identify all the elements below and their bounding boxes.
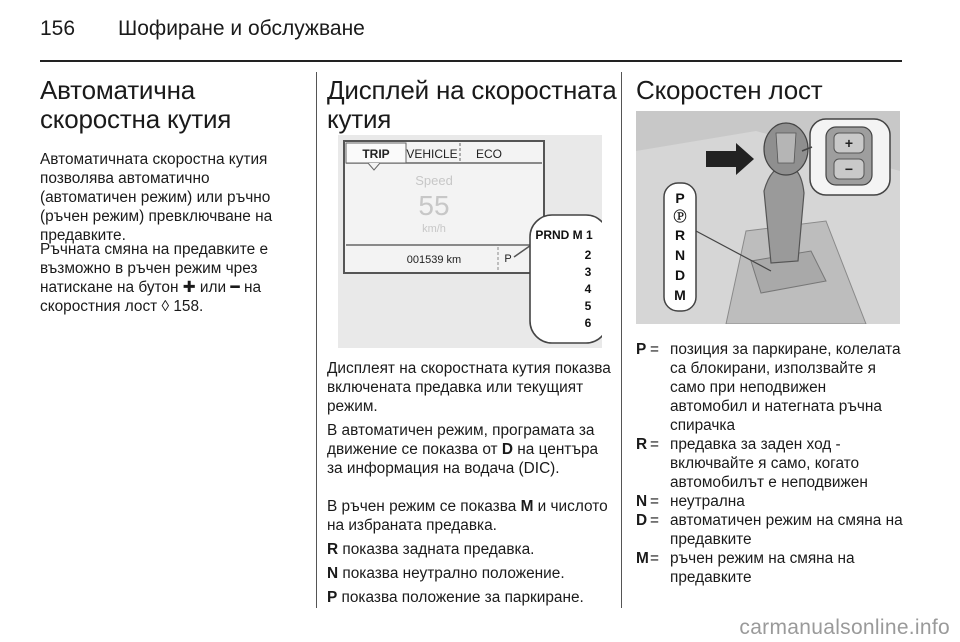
speed-label: Speed: [415, 173, 453, 188]
legend-text: ръчен режим на смяна на предавките: [670, 550, 855, 586]
position-p: P: [675, 190, 685, 206]
legend-key: P: [636, 341, 647, 358]
lever-body: [764, 166, 804, 263]
gear-indicator: P: [504, 253, 512, 265]
position-r: R: [674, 227, 686, 243]
gear-lever-figure: [636, 111, 900, 324]
legend-equals: =: [650, 512, 659, 529]
legend-item-d: [636, 511, 906, 549]
odometer-reading: 001539 km: [406, 254, 462, 266]
legend-item-n: [636, 492, 906, 511]
column-divider-1: [316, 72, 317, 608]
display-description: Дисплеят на скоростната кутия показва включената предавка или текущият режим.: [327, 360, 611, 415]
legend-item-r: [636, 435, 906, 492]
neutral-text: показва неутрално положение.: [338, 565, 565, 582]
callout-gear-4: 4: [584, 282, 592, 296]
dic-text: на центъра за информация на водача (DIC).: [327, 441, 599, 477]
heading-transmission-display: Дисплей на скоростната кутия: [327, 75, 617, 134]
callout-gear-3: 3: [584, 265, 592, 279]
gear-legend: [636, 340, 906, 587]
legend-text: автоматичен режим на смяна на предавките: [670, 512, 903, 548]
callout-gear-5: 5: [584, 299, 592, 313]
legend-equals: =: [650, 550, 659, 567]
speed-value: 55: [418, 190, 450, 221]
automatic-mode-paragraph: [327, 421, 612, 478]
header-divider: [40, 60, 902, 62]
manual-shift-paragraph: [40, 240, 308, 316]
section-title: Шофиране и обслужване: [118, 17, 365, 40]
transmission-display-figure: [338, 135, 602, 348]
letter-n: N: [327, 565, 339, 582]
page-reference-link[interactable]: 158.: [173, 298, 204, 315]
speed-unit: km/h: [422, 223, 446, 235]
legend-key: M: [636, 550, 649, 567]
callout-gear-6: 6: [584, 316, 592, 330]
letter-m: M: [520, 498, 534, 515]
manual-shift-text: Ръчната смяна на предавките е възможно в ръчен режим чрез натискане на бутон: [40, 241, 269, 296]
legend-text: неутрална: [670, 493, 745, 510]
position-m: M: [674, 287, 686, 303]
legend-equals: =: [650, 341, 659, 358]
display-illustration: [338, 135, 602, 348]
legend-text: предавка за заден ход - включвайте я само, когато автомобилът е неподвижен: [670, 436, 868, 491]
minus-icon: ━: [230, 279, 240, 296]
manual-mode-text: В ръчен режим се показва: [327, 498, 521, 515]
reverse-paragraph: [327, 540, 612, 559]
legend-item-m: [636, 549, 906, 587]
park-text: показва положение за паркиране.: [337, 589, 584, 606]
letter-d: D: [501, 441, 513, 458]
legend-item-p: [636, 340, 906, 435]
tab-vehicle: VEHICLE: [406, 147, 458, 161]
page-reference-icon: ◊: [161, 298, 170, 315]
auto-mode-text: В автоматичен режим, програмата за движение се показва от: [327, 422, 595, 458]
callout-prnd: PRND M 1: [535, 228, 593, 242]
neutral-paragraph: [327, 564, 612, 583]
page-number: 156: [40, 17, 76, 40]
legend-equals: =: [650, 493, 659, 510]
heading-automatic-transmission: Автоматична скоростна кутия: [40, 75, 232, 134]
watermark: carmanualsonline.info: [739, 616, 950, 639]
letter-p: P: [327, 589, 338, 606]
legend-equals: =: [650, 436, 659, 453]
column-divider-2: [621, 72, 622, 608]
minus-button-icon: −: [844, 161, 854, 177]
or-text: или: [195, 279, 231, 296]
position-d: D: [674, 267, 686, 283]
position-n: N: [674, 247, 686, 263]
legend-key: R: [636, 436, 648, 453]
plus-icon: ✚: [182, 279, 196, 296]
legend-text: позиция за паркиране, колелата са блокирани, използвайте я само при неподвижен автомобил и натегната ръчна спирачка: [670, 341, 901, 434]
lever-illustration: [636, 111, 900, 324]
callout-gear-2: 2: [584, 248, 592, 262]
heading-gear-lever: Скоростен лост: [636, 75, 823, 105]
parking-brake-icon: Ⓟ: [673, 209, 687, 224]
lever-text: на скоростния лост: [40, 279, 262, 315]
plus-button-icon: +: [844, 135, 854, 151]
letter-r: R: [327, 541, 339, 558]
manual-mode-paragraph: [327, 497, 612, 535]
selected-gear-text: и числото на избраната предавка.: [327, 498, 608, 534]
tab-trip: TRIP: [362, 147, 390, 161]
tab-eco: ECO: [475, 147, 503, 161]
legend-key: D: [636, 512, 648, 529]
reverse-text: показва задната предавка.: [338, 541, 535, 558]
park-paragraph: [327, 588, 617, 607]
intro-paragraph: Автоматичната скоростна кутия позволява автоматично (автоматичен режим) или ръчно (ръчен режим) превключване на предавките.: [40, 151, 273, 244]
legend-key: N: [636, 493, 648, 510]
